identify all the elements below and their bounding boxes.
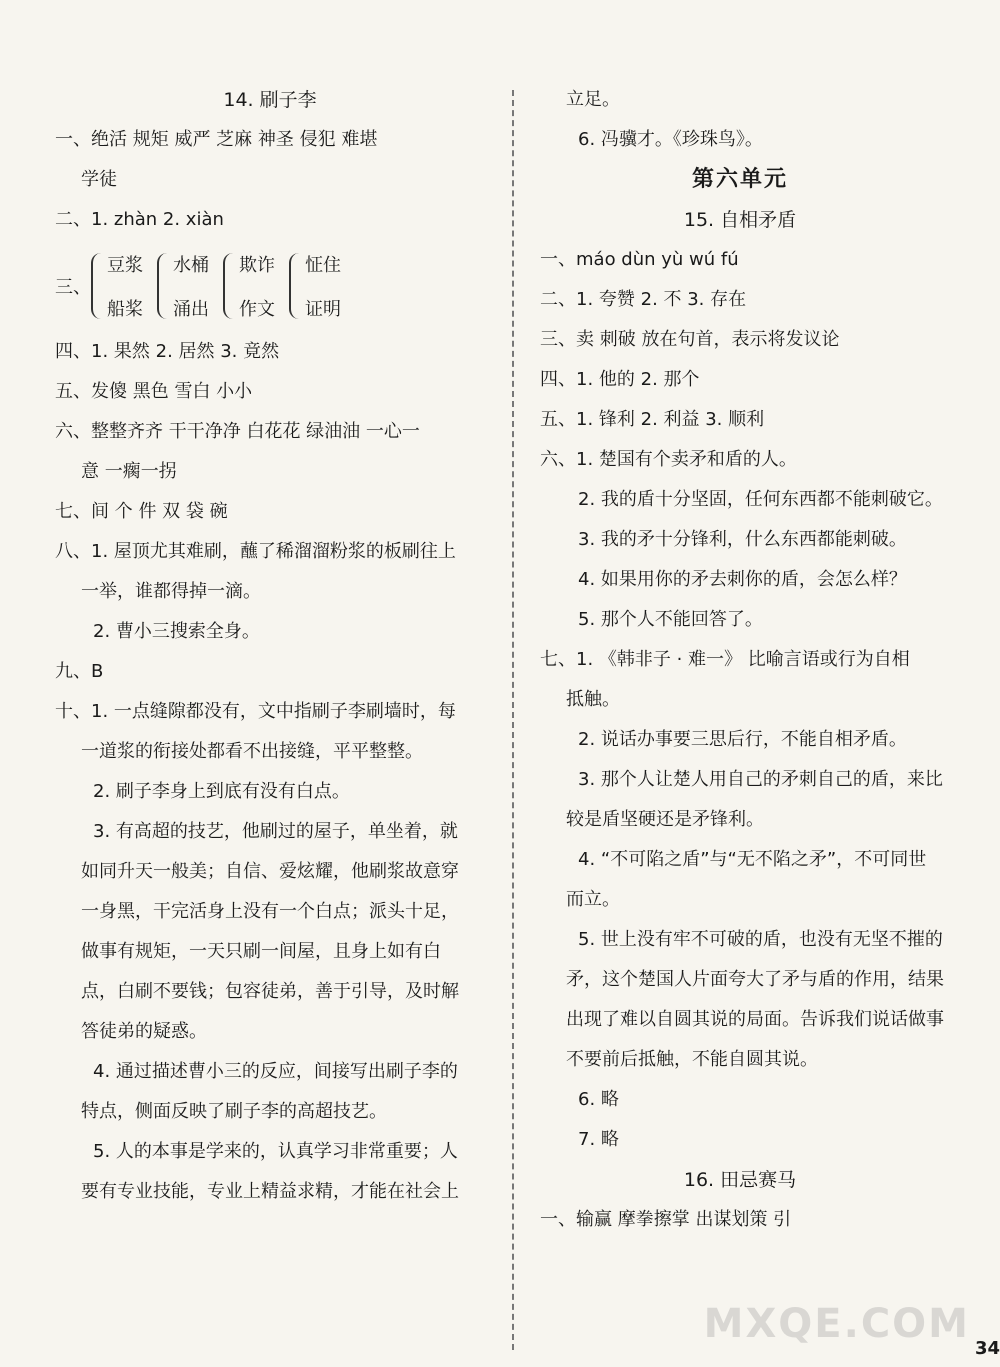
answer-10-5: 5. 人的本事是学来的，认真学习非常重要；人 (93, 1141, 458, 1162)
answer-6-4: 4. 如果用你的矛去刺你的盾，会怎么样？ (578, 569, 907, 590)
answer-7-5: 5. 世上没有牢不可破的盾，也没有无坚不摧的 (578, 929, 943, 950)
brace-icon (289, 253, 301, 319)
answer-10: 十、1. 一点缝隙都没有，文中指刷子李刷墙时，每 (55, 701, 456, 722)
bracket-bottom: 涌出 (173, 299, 209, 320)
answer-10-4: 4. 通过描述曹小三的反应，间接写出刷子李的 (93, 1061, 458, 1082)
bracket-top: 豆浆 (107, 255, 143, 276)
answer-2: 二、1. 夸赞 2. 不 3. 存在 (540, 289, 747, 310)
bracket-group (289, 251, 341, 321)
answer-4: 四、1. 果然 2. 居然 3. 竟然 (55, 341, 280, 362)
answer-6-5: 5. 那个人不能回答了。 (578, 609, 763, 630)
bracket-top: 水桶 (173, 255, 209, 276)
lesson-title-14: 14. 刷子李 (223, 89, 317, 111)
answer-2: 二、1. zhàn 2. xiàn (55, 209, 224, 230)
answer-10-3: 3. 有高超的技艺，他刷过的屋子，单坐着，就 (93, 821, 458, 842)
answer-6: 六、1. 楚国有个卖矛和盾的人。 (540, 449, 797, 470)
lesson-title-16: 16. 田忌赛马 (683, 1169, 797, 1191)
bracket-bottom: 证明 (305, 299, 341, 320)
brace-icon (157, 253, 169, 319)
page-number: 34 (974, 1338, 1000, 1359)
bracket-group (223, 251, 275, 321)
answer-4: 四、1. 他的 2. 那个 (540, 369, 700, 390)
answer-7-2: 2. 说话办事要三思后行，不能自相矛盾。 (578, 729, 907, 750)
answer-5: 五、1. 锋利 2. 利益 3. 顺利 (540, 409, 765, 430)
answer-6-cont: 意 一瘸一拐 (81, 461, 177, 482)
column-divider (512, 90, 514, 1350)
answer-10-2: 2. 刷子李身上到底有没有白点。 (93, 781, 350, 802)
answer-6-3: 3. 我的矛十分锋利，什么东西都能刺破。 (578, 529, 907, 550)
answer-7-7: 7. 略 (578, 1129, 619, 1150)
answer-7-6: 6. 略 (578, 1089, 619, 1110)
watermark: MXQE.COM (703, 1301, 970, 1347)
brace-icon (91, 253, 103, 319)
answer-1: 一、máo dùn yù wú fú (540, 249, 739, 270)
answer-6: 六、整整齐齐 干干净净 白花花 绿油油 一心一 (55, 421, 420, 442)
bracket-group (91, 251, 143, 321)
right-column (540, 80, 944, 1240)
bracket-top: 欺诈 (239, 255, 275, 276)
answer-8-cont: 一举，谁都得掉一滴。 (81, 581, 261, 602)
answer-8-2: 2. 曹小三搜索全身。 (93, 621, 260, 642)
bracket-bottom: 船桨 (107, 299, 143, 320)
left-column (55, 80, 485, 1212)
answer-10-3-cont: 做事有规矩，一天只刷一间屋，且身上如有白 (81, 941, 441, 962)
answer-10-cont: 一道浆的衔接处都看不出接缝，平平整整。 (81, 741, 423, 762)
answer-7-cont: 抵触。 (566, 689, 620, 710)
answer-1: 一、输赢 摩拳擦掌 出谋划策 引 (540, 1209, 792, 1230)
brace-icon (223, 253, 235, 319)
answer-6-2: 2. 我的盾十分坚固，任何东西都不能刺破它。 (578, 489, 943, 510)
answer-10-3-cont: 点，白刷不要钱；包容徒弟，善于引导，及时解 (81, 981, 459, 1002)
answer-9: 九、B (55, 661, 104, 682)
answer-7-5-cont: 出现了难以自圆其说的局面。告诉我们说话做事 (566, 1009, 944, 1030)
answer-7: 七、间 个 件 双 袋 碗 (55, 501, 228, 522)
bracket-bottom: 作文 (239, 299, 275, 320)
answer-7-4: 4. “不可陷之盾”与“无不陷之矛”，不可同世 (578, 849, 927, 870)
answer-7-5-cont: 不要前后抵触，不能自圆其说。 (566, 1049, 818, 1070)
answer-7-5-cont: 矛，这个楚国人片面夸大了矛与盾的作用，结果 (566, 969, 944, 990)
answer-1: 一、绝活 规矩 威严 芝麻 神圣 侵犯 难堪 (55, 129, 378, 150)
answer-10-3-cont: 一身黑，干完活身上没有一个白点；派头十足， (81, 901, 459, 922)
bracket-group (157, 251, 209, 321)
answer-1-cont: 学徒 (81, 169, 117, 190)
answer-10-3-cont: 答徒弟的疑惑。 (81, 1021, 207, 1042)
answer-11-6: 6. 冯骥才。《珍珠鸟》。 (578, 129, 763, 150)
answer-8: 八、1. 屋顶尤其难刷，蘸了稀溜溜粉浆的板刷往上 (55, 541, 456, 562)
answer-3: 三、卖 刺破 放在句首，表示将发议论 (540, 329, 840, 350)
answer-3-prefix: 三、 (55, 277, 91, 298)
lesson-title-15: 15. 自相矛盾 (683, 209, 797, 231)
answer-7-3-cont: 较是盾坚硬还是矛锋利。 (566, 809, 764, 830)
answer-10-5-cont: 要有专业技能，专业上精益求精，才能在社会上 (81, 1181, 459, 1202)
answer-10-5-end: 立足。 (566, 89, 620, 110)
answer-10-4-cont: 特点，侧面反映了刷子李的高超技艺。 (81, 1101, 387, 1122)
answer-7-3: 3. 那个人让楚人用自己的矛刺自己的盾，来比 (578, 769, 943, 790)
unit-title: 第六单元 (691, 167, 788, 192)
answer-7: 七、1. 《韩非子 · 难一》 比喻言语或行为自相 (540, 649, 910, 670)
bracket-top: 怔住 (305, 255, 341, 276)
answer-7-4-cont: 而立。 (566, 889, 620, 910)
answer-10-3-cont: 如同升天一般美；自信、爱炫耀，他刷浆故意穿 (81, 861, 459, 882)
answer-5: 五、发傻 黑色 雪白 小小 (55, 381, 253, 402)
answer-3 (55, 240, 485, 332)
